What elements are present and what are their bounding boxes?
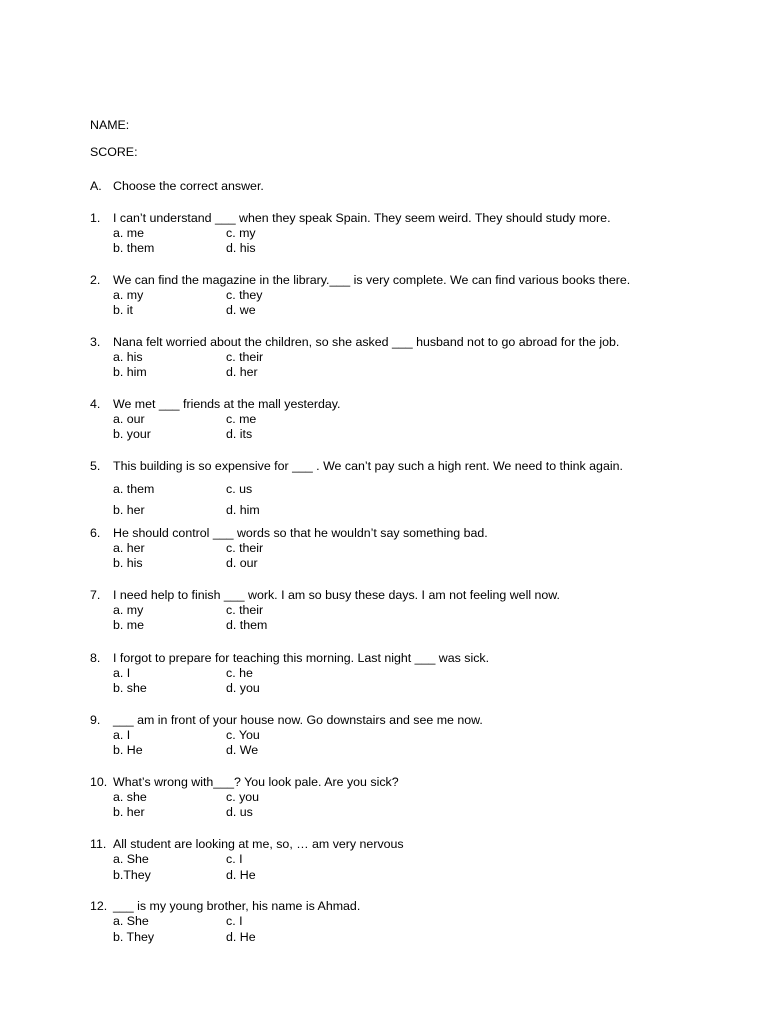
option-a: a. my (113, 288, 144, 302)
question-number: 8. (90, 651, 101, 665)
option-d: d. us (226, 805, 253, 819)
option-a: a. them (113, 482, 155, 496)
option-d: d. them (226, 618, 268, 632)
option-b: b. them (113, 241, 155, 255)
section-instruction: Choose the correct answer. (113, 179, 264, 193)
option-d: d. you (226, 681, 260, 695)
question-number: 12. (90, 899, 108, 913)
question-number: 9. (90, 713, 101, 727)
option-a: a. our (113, 412, 145, 426)
option-c: c. their (226, 603, 264, 617)
option-b: b. your (113, 427, 151, 441)
option-b: b. him (113, 365, 147, 379)
option-d: d. We (226, 743, 259, 757)
option-b: b. she (113, 681, 147, 695)
section-letter: A. (90, 179, 102, 193)
option-c: c. he (226, 666, 253, 680)
question-text: I can’t understand ___ when they speak Spain. They seem weird. They should study more. (113, 211, 611, 225)
question-2 (0, 273, 768, 323)
question-text: Nana felt worried about the children, so she asked ___ husband not to go abroad for the job. (113, 335, 620, 349)
question-number: 4. (90, 397, 101, 411)
option-c: c. you (226, 790, 260, 804)
option-a: a. me (113, 226, 144, 240)
option-c: c. me (226, 412, 257, 426)
question-11 (0, 837, 768, 889)
question-number: 11. (90, 837, 107, 851)
question-text: We met ___ friends at the mall yesterday. (113, 397, 341, 411)
question-5 (0, 459, 768, 519)
option-b: b. They (113, 930, 155, 944)
option-b: b. her (113, 503, 145, 517)
option-c: c. my (226, 226, 256, 240)
option-b: b.They (113, 868, 151, 882)
question-text: ___ is my young brother, his name is Ahmad. (113, 899, 361, 913)
option-a: a. my (113, 603, 144, 617)
option-b: b. me (113, 618, 144, 632)
option-a: a. his (113, 350, 143, 364)
question-text: I need help to finish ___ work. I am so busy these days. I am not feeling well now. (113, 588, 561, 602)
question-text: All student are looking at me, so, … am very nervous (113, 837, 404, 851)
score-label: SCORE: (90, 145, 138, 159)
option-d: d. its (226, 427, 253, 441)
option-a: a. I (113, 666, 131, 680)
option-a: a. She (113, 852, 149, 866)
option-b: b. his (113, 556, 143, 570)
option-d: d. He (226, 930, 256, 944)
option-b: b. He (113, 743, 143, 757)
question-3 (0, 335, 768, 385)
option-c: c. their (226, 541, 264, 555)
option-a: a. She (113, 914, 149, 928)
question-number: 1. (90, 211, 101, 225)
question-10 (0, 775, 768, 825)
option-a: a. she (113, 790, 147, 804)
question-number: 2. (90, 273, 101, 287)
question-text: ___ am in front of your house now. Go downstairs and see me now. (113, 713, 483, 727)
question-9 (0, 713, 768, 763)
question-7 (0, 588, 768, 638)
question-12 (0, 899, 768, 949)
option-c: c. You (226, 728, 260, 742)
question-number: 7. (90, 588, 101, 602)
question-number: 10. (90, 775, 108, 789)
option-a: a. I (113, 728, 131, 742)
option-b: b. it (113, 303, 133, 317)
option-c: c. their (226, 350, 264, 364)
question-text: What’s wrong with___? You look pale. Are you sick? (113, 775, 399, 789)
question-number: 5. (90, 459, 101, 473)
option-a: a. her (113, 541, 145, 555)
option-c: c. us (226, 482, 253, 496)
name-label: NAME: (90, 118, 130, 132)
option-d: d. her (226, 365, 258, 379)
question-text: This building is so expensive for ___ . We can’t pay such a high rent. We need to think again. (113, 459, 623, 473)
question-number: 3. (90, 335, 101, 349)
option-d: d. his (226, 241, 256, 255)
question-text: He should control ___ words so that he wouldn’t say something bad. (113, 526, 488, 540)
option-c: c. I (226, 852, 243, 866)
option-d: d. him (226, 503, 260, 517)
question-text: I forgot to prepare for teaching this morning. Last night ___ was sick. (113, 651, 490, 665)
question-number: 6. (90, 526, 101, 540)
option-c: c. I (226, 914, 243, 928)
option-d: d. we (226, 303, 256, 317)
question-6 (0, 526, 768, 576)
question-text: We can find the magazine in the library.___ is very complete. We can find various books there. (113, 273, 631, 287)
question-4 (0, 397, 768, 447)
question-1 (0, 211, 768, 261)
option-c: c. they (226, 288, 263, 302)
option-d: d. our (226, 556, 258, 570)
option-b: b. her (113, 805, 145, 819)
option-d: d. He (226, 868, 256, 882)
question-8 (0, 651, 768, 701)
